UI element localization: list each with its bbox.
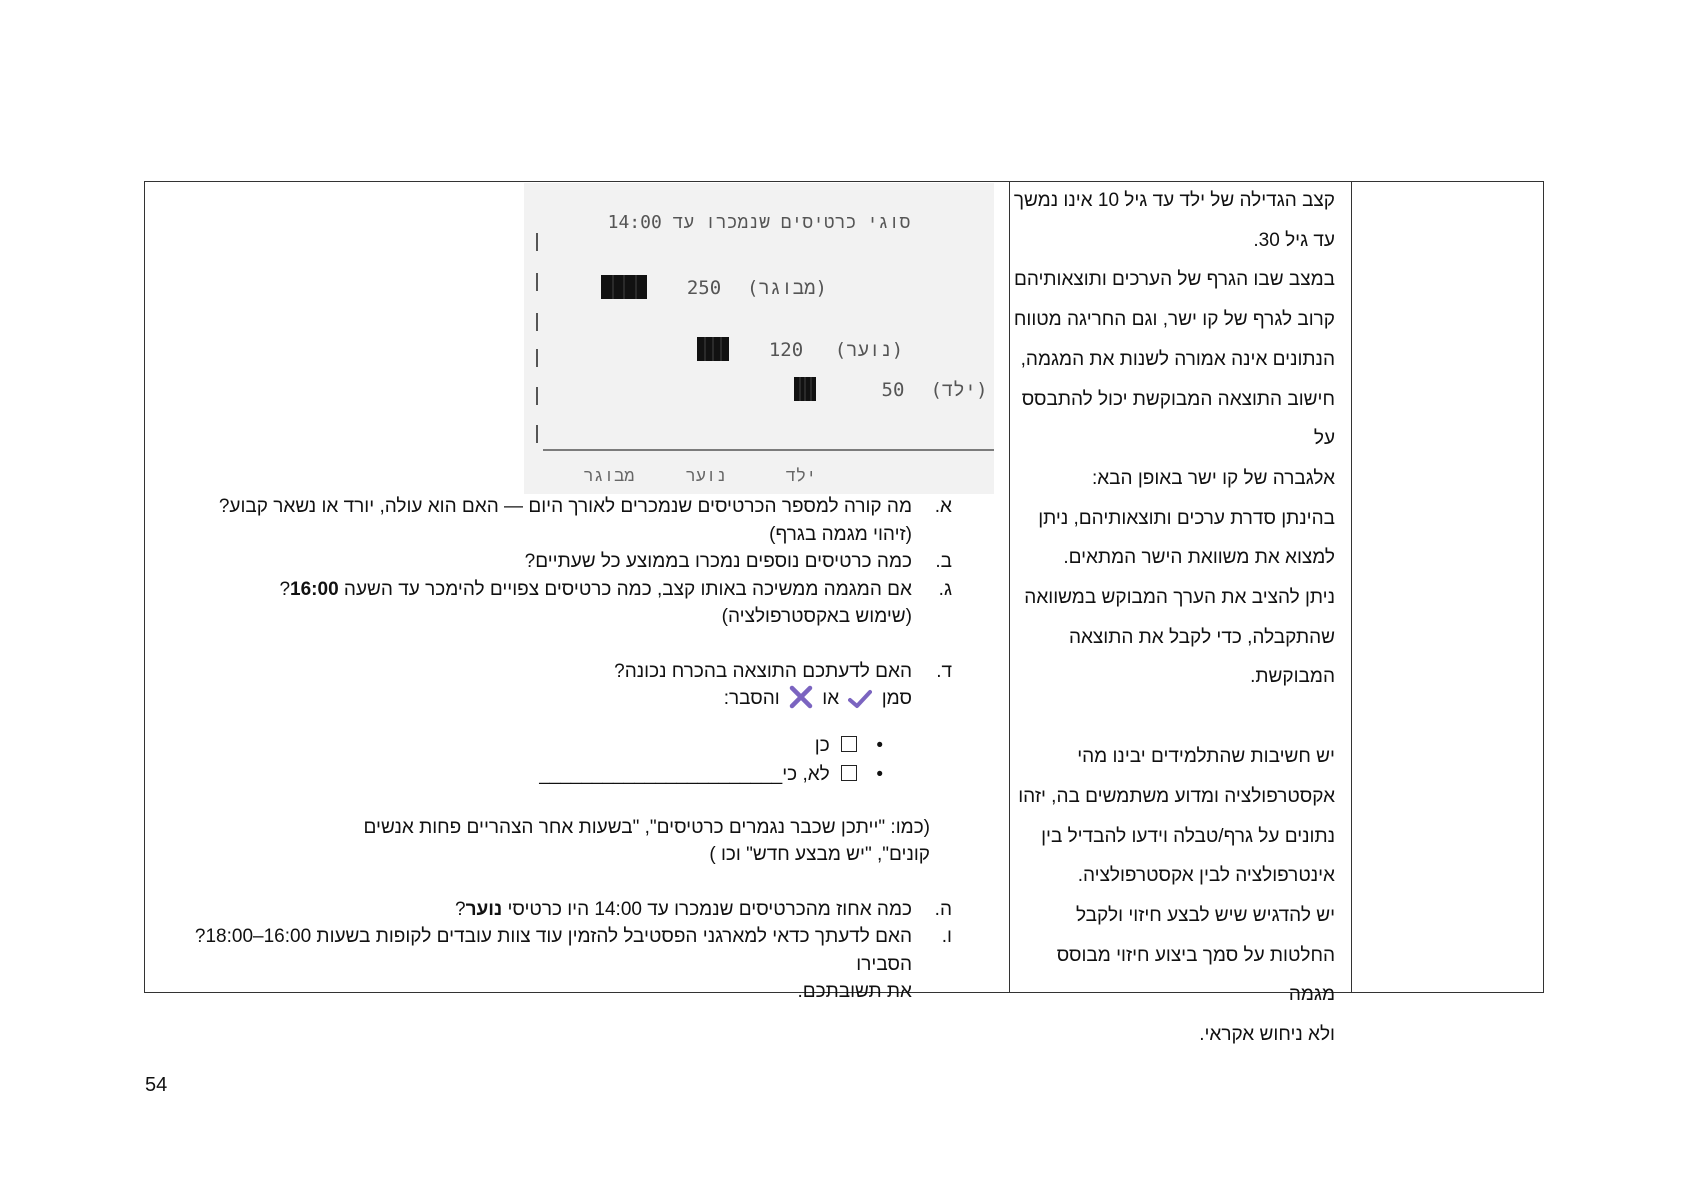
question-letter: א. bbox=[934, 496, 952, 517]
note-line: שהתקבלה, כדי לקבל את התוצאה bbox=[1068, 626, 1335, 648]
note-line: אלגברה של קו ישר באופן הבא: bbox=[1091, 467, 1335, 489]
option-no[interactable]: • לא, כי_______________________ bbox=[539, 763, 883, 785]
check-mark-icon bbox=[848, 689, 872, 718]
question-letter: ה. bbox=[934, 898, 952, 920]
note-line: ולא ניחוש אקראי. bbox=[1199, 1024, 1335, 1046]
note-line: יש להדגיש שיש לבצע חיזוי ולקבל bbox=[1075, 904, 1335, 926]
axis-tick bbox=[536, 233, 538, 251]
question-b bbox=[160, 548, 952, 576]
column-divider bbox=[1351, 182, 1352, 992]
series-label: (ילד) bbox=[930, 379, 988, 401]
question-letter: ד. bbox=[936, 660, 952, 682]
bold-time: 16:00 bbox=[290, 578, 339, 600]
note-line: קרוב לגרף של קו ישר, וגם החריגה מטווח bbox=[1013, 309, 1335, 331]
question-text: האם לדעתך כדאי למארגני הפסטיבל להזמין עוד צוות עובדים לקופות בשעות 16:00–18:00? הסבירו bbox=[194, 926, 912, 975]
note-line: הנתונים אינה אמורה לשנות את המגמה, bbox=[1020, 348, 1335, 370]
note-line: עד גיל 30. bbox=[1253, 229, 1335, 251]
question-text: אם המגמה ממשיכה באותו קצב, כמה כרטיסים צפויים להימכר עד השעה 16:00? bbox=[279, 578, 912, 600]
axis-tick bbox=[536, 273, 538, 291]
series-label: (נוער) bbox=[834, 339, 904, 361]
x-tick-label: ילד bbox=[785, 466, 817, 486]
question-letter: ו. bbox=[941, 926, 952, 947]
note-line: ניתן להציב את הערך המבוקש במשוואה bbox=[1024, 587, 1335, 609]
page-number: 54 bbox=[145, 1074, 168, 1096]
note-line: אקסטרפולציה ומדוע משתמשים בה, יזהו bbox=[1018, 785, 1335, 807]
series-label: (מבוגר) bbox=[747, 277, 827, 299]
axis-tick bbox=[536, 387, 538, 405]
option-label: כן bbox=[814, 734, 830, 756]
answer-options bbox=[160, 732, 952, 790]
question-letter: ג. bbox=[938, 578, 952, 600]
question-f bbox=[160, 923, 952, 1006]
question-e bbox=[160, 896, 952, 924]
answer-blank[interactable]: _______________________ bbox=[539, 763, 783, 785]
question-letter: ב. bbox=[935, 551, 952, 572]
bold-youth: נוער bbox=[465, 898, 503, 920]
note-line: החלטות על סמך ביצוע חיזוי מבוסס מגמה bbox=[1056, 944, 1335, 1006]
axis-tick bbox=[536, 313, 538, 331]
question-text: האם לדעתכם התוצאה בהכרח נכונה? bbox=[614, 660, 912, 682]
note-line: נתונים על גרף/טבלה וידעו להבדיל בין bbox=[1041, 825, 1335, 847]
axis-tick bbox=[536, 425, 538, 443]
ticket-types-chart bbox=[524, 183, 994, 494]
note-line: המבוקשת. bbox=[1250, 666, 1335, 688]
note-line: בהינתן סדרת ערכים ותוצאותיהם, ניתן bbox=[1038, 507, 1335, 529]
note-line: למצוא את משוואת הישר המתאים. bbox=[1063, 547, 1335, 569]
question-d bbox=[160, 658, 952, 718]
question-hint: (שימוש באקסטרפולציה) bbox=[721, 606, 912, 627]
data-label: 250 bbox=[686, 277, 722, 299]
example-line: קונים", "יש מבצע חדש" וכו ) bbox=[709, 844, 930, 865]
note-line: יש חשיבות שהתלמידים יבינו מהי bbox=[1077, 746, 1335, 768]
question-text: כמה אחוז מהכרטיסים שנמכרו עד 14:00 היו כרטיסי נוער? bbox=[454, 898, 912, 920]
data-label: 120 bbox=[768, 339, 804, 361]
chart-title: סוגי כרטיסים שנמכרו עד 14:00 bbox=[607, 212, 911, 233]
question-text: כמה כרטיסים נוספים נמכרו בממוצע כל שעתיים? bbox=[524, 551, 912, 572]
question-a bbox=[160, 493, 952, 548]
x-tick-label: נוער bbox=[685, 466, 727, 486]
example-answers bbox=[160, 814, 952, 869]
question-hint: (זיהוי מגמה בגרף) bbox=[769, 523, 912, 545]
mark-instruction: סמן או והסבר: bbox=[160, 685, 912, 718]
checkbox-icon[interactable] bbox=[841, 765, 857, 781]
question-c bbox=[160, 576, 952, 631]
data-label: 50 bbox=[881, 379, 905, 401]
example-line: (כמו: "ייתכן שכבר נגמרים כרטיסים", "בשעות אחר הצהריים פחות אנשים bbox=[363, 816, 930, 838]
note-line: אינטרפולציה לבין אקסטרפולציה. bbox=[1077, 865, 1335, 887]
x-mark-icon bbox=[789, 685, 813, 718]
axis-tick bbox=[536, 349, 538, 367]
note-line: קצב הגדילה של ילד עד גיל 10 אינו נמשך bbox=[1013, 190, 1335, 211]
teacher-notes bbox=[1010, 181, 1335, 1055]
checkbox-icon[interactable] bbox=[841, 736, 857, 752]
note-line: חישוב התוצאה המבוקשת יכול להתבסס על bbox=[1021, 388, 1335, 450]
questions-list bbox=[160, 493, 952, 1006]
question-text: את תשובתכם. bbox=[797, 981, 912, 1002]
option-yes[interactable]: • כן bbox=[814, 734, 883, 756]
x-tick-label: מבוגר bbox=[583, 466, 635, 486]
question-text: מה קורה למספר הכרטיסים שנמכרים לאורך היום — האם הוא עולה, יורד או נשאר קבוע? bbox=[218, 496, 912, 517]
option-label: לא, כי bbox=[782, 763, 830, 785]
note-line: במצב שבו הגרף של הערכים ותוצאותיהם bbox=[1013, 269, 1335, 291]
chart-canvas bbox=[524, 183, 994, 494]
